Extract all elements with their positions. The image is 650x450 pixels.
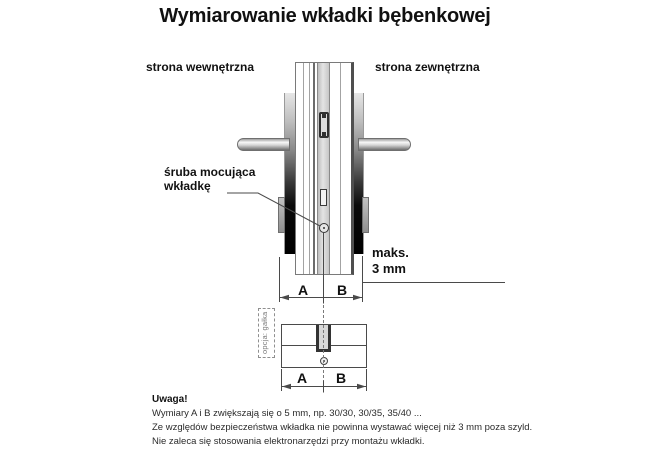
label-inner-side: strona wewnętrzna [146,60,255,74]
dim-label-b-small: B [335,370,347,386]
knob-option-label: opcja: gałka [260,311,269,355]
outer-plate-tab [362,197,369,233]
door-layer-line [303,63,304,274]
arrowhead-left-main [280,295,289,300]
keyway-notch [322,114,326,118]
max-label-line2: 3 mm [372,261,406,276]
inner-plate-tab [278,197,285,233]
keyway-upper-detail [319,112,329,138]
door-panel [295,62,354,275]
knob-option-box [258,308,275,358]
screw-center-dot [323,360,325,362]
screw-label [164,165,255,193]
max-protrusion-label [372,245,409,277]
mounting-screw [319,223,329,233]
max-label-line1: maks. [372,245,409,260]
arrowhead-left-small [282,384,291,389]
dim-label-b-main: B [336,282,348,298]
arrowhead-right-small [357,384,366,389]
keyway-notch [322,132,326,136]
note-line-1: Wymiary A i B zwiększają się o 5 mm, np. 30/30, 30/35, 35/40 ... [152,408,422,419]
door-layer-line [313,63,315,274]
page-title: Wymiarowanie wkładki bębenkowej [159,5,491,27]
cylinder-cam-notch [316,325,331,352]
door-layer-line [340,63,341,274]
keyway-lower-detail [320,189,327,206]
cylinder-band [317,63,330,274]
dim-label-a-main: A [297,282,309,298]
inner-handle-bar [237,138,290,151]
note-line-3: Nie zaleca się stosowania elektronarzędzi przy montażu wkładki. [152,436,425,447]
cylinder-fixing-screw [320,357,328,365]
door-layer-line [309,63,310,274]
dim-label-a-small: A [296,370,308,386]
outer-handle-bar [358,138,411,151]
screw-label-line1: śruba mocująca [164,165,256,179]
label-outer-side: strona zewnętrzna [375,60,480,74]
arrowhead-right-main [353,295,362,300]
note-line-2: Ze względów bezpieczeństwa wkładka nie powinna wystawać więcej niż 3 mm poza szyld. [152,422,533,433]
screw-label-line2: wkładkę [164,179,211,193]
screw-center-dot [323,227,325,229]
note-heading: Uwaga! [152,394,188,405]
